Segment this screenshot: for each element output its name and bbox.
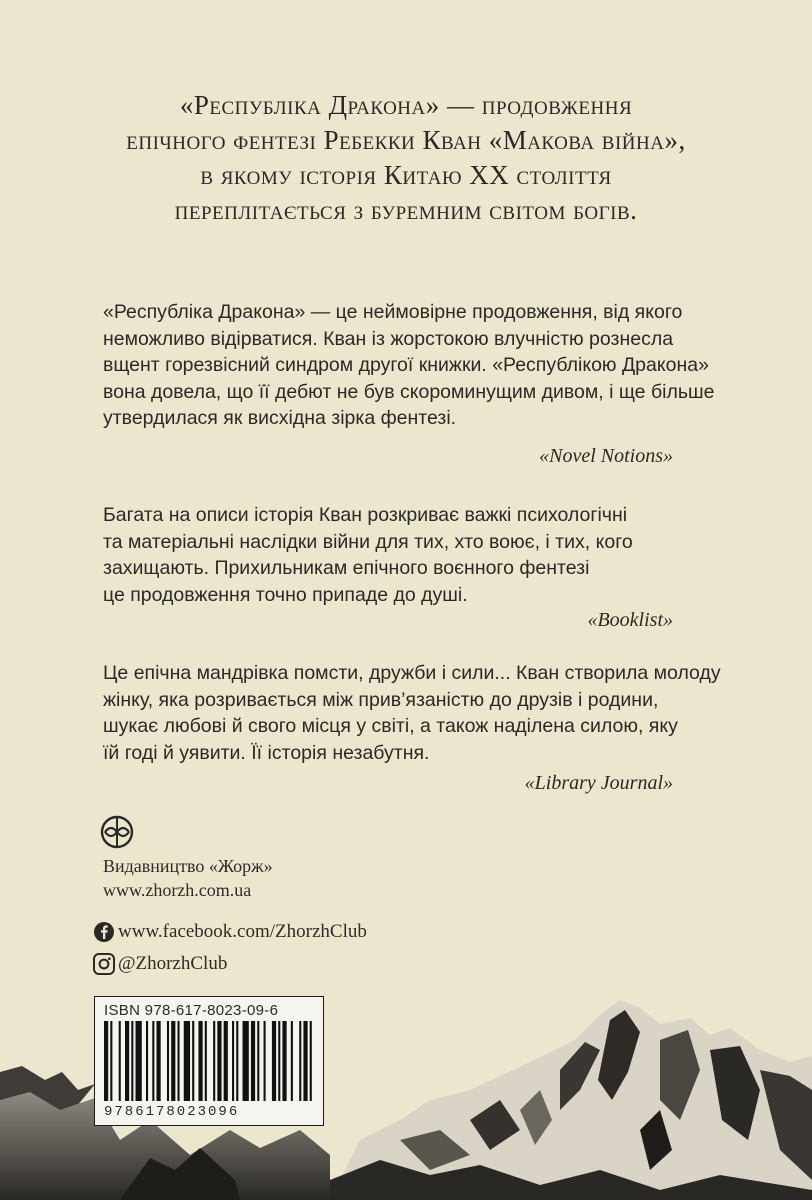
review-library-journal [103, 660, 721, 794]
facebook-url[interactable]: www.facebook.com/ZhorzhClub [118, 921, 367, 942]
review-line: це продовження точно припаде до душі. [103, 583, 468, 606]
instagram-handle[interactable]: @ZhorzhClub [118, 953, 228, 974]
instagram-icon [93, 953, 115, 975]
review-line: неможливо відірватися. Кван із жорстокою влучністю рознесла [103, 327, 674, 350]
isbn-label: ISBN 978-617-8023-09-6 [104, 1002, 279, 1019]
review-line: вщент горезвісний синдром другої книжки. «Республікою Дракона» [103, 354, 709, 376]
barcode-digits: 9786178023096 [104, 1104, 240, 1120]
review-line: вона довела, що її дебют не був скороминущим дивом, і ще більше [103, 380, 715, 403]
review-line: захищають. Прихильникам епічного воєнного фентезі [103, 557, 590, 579]
review-line: жінку, яка розривається між прив’язаністю до друзів і родини, [103, 688, 659, 711]
barcode-box [94, 996, 324, 1126]
review-text [103, 299, 715, 432]
review-line: утвердилася як висхідна зірка фентезі. [103, 407, 457, 429]
review-text [103, 502, 703, 608]
tagline [0, 88, 812, 228]
review-line: та матеріальні наслідки війни для тих, хто воює, і тих, кого [103, 530, 633, 553]
review-line: Багата на описи історія Кван розкриває важкі психологічні [103, 504, 628, 526]
review-line: шукає любові й свого місця у світі, а також наділена силою, яку [103, 715, 678, 737]
tagline-line: переплітається з буремним світом богів. [174, 195, 638, 225]
review-line: їй годі й уявити. Її історія незабутня. [103, 741, 430, 764]
instagram-link[interactable] [93, 953, 227, 975]
review-text [103, 660, 721, 766]
publisher-url[interactable]: www.zhorzh.com.ua [103, 880, 252, 900]
review-booklist [103, 502, 703, 631]
review-source: «Novel Notions» [539, 445, 673, 467]
barcode [104, 1021, 316, 1103]
review-source: «Booklist» [587, 609, 673, 631]
publisher-name: Видавництво «Жорж» [103, 856, 273, 876]
review-source: «Library Journal» [524, 772, 673, 794]
review-line: Це епічна мандрівка помсти, дружби і сили... Кван створила молоду [103, 662, 721, 684]
review-line: «Республіка Дракона» — це неймовірне продовження, від якого [103, 301, 683, 323]
tagline-line: в якому історія Китаю XX століття [200, 160, 612, 190]
tagline-line: «Республіка Дракона» — продовження [179, 90, 633, 120]
review-novel-notions [103, 299, 715, 467]
facebook-link[interactable] [93, 921, 367, 943]
tagline-line: епічного фентезі Ребекки Кван «Макова війна», [126, 125, 686, 155]
facebook-icon [93, 921, 115, 943]
publisher-logo-icon [100, 815, 134, 854]
